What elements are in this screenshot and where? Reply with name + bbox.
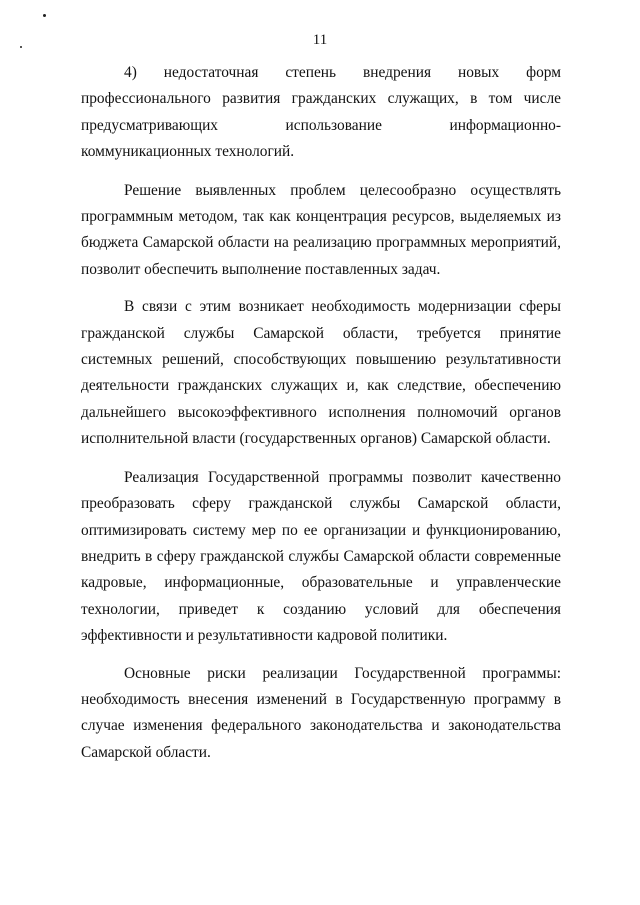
scan-speck (43, 14, 46, 17)
page-number: 11 (312, 32, 328, 48)
paragraph-main-risks: Основные риски реализации Государственной программы: необходимость внесения изменений в Государственную программу в случае изменения федерального законодательства и законодательства Самарской области. (81, 664, 561, 761)
paragraph-program-method: Решение выявленных проблем целесообразно осуществлять программным методом, так как концентрация ресурсов, выделяемых из бюджета Самарской области на реализацию программных мероприятий, позволит обеспечить выполнение поставленных задач. (81, 181, 561, 278)
paragraph-program-implementation: Реализация Государственной программы позволит качественно преобразовать сферу гражданской службы Самарской области, оптимизировать систему мер по ее организации и функционированию, внедрить в сферу гражданской службы Самарской области современные кадровые, информационные, образовательные и управленческие технологии, приведет к созданию условий для обеспечения эффективности и результативности кадровой политики. (81, 468, 561, 645)
paragraph-insufficient-development: 4) недостаточная степень внедрения новых форм профессионального развития гражданских служащих, в том числе предусматривающих использование информационно-коммуникационных технологий. (81, 64, 561, 161)
document-body (81, 60, 561, 766)
paragraph-modernization-need: В связи с этим возникает необходимость модернизации сферы гражданской службы Самарской области, требуется принятие системных решений, способствующих повышению результативности деятельности гражданских служащих и, как следствие, обеспечению дальнейшего высокоэффективного исполнения полномочий органов исполнительной власти (государственных органов) Самарской области. (81, 298, 561, 448)
